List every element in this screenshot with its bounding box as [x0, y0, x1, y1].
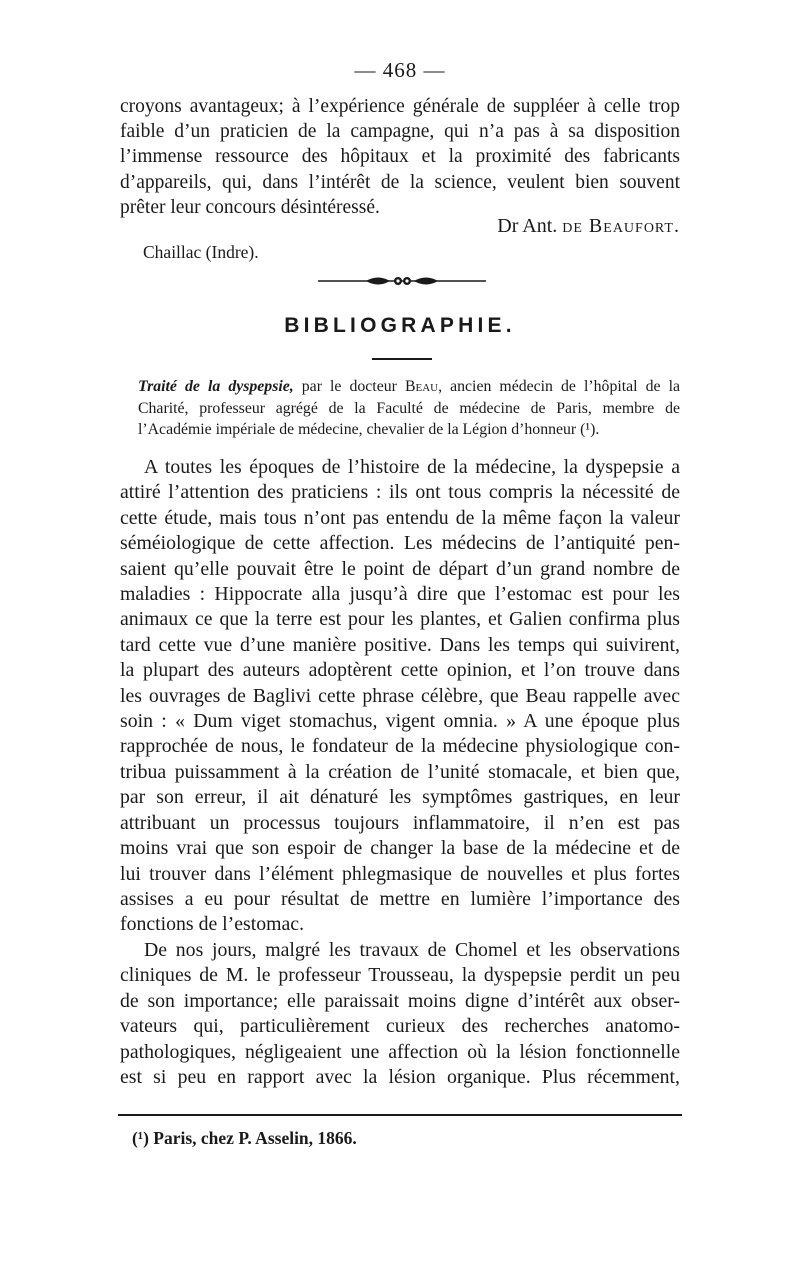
intro-line: d’appareils, qui, dans l’intérêt de la science, veulent bien souvent	[120, 171, 680, 193]
body-line: est si peu en rapport avec la lésion organique. Plus récemment,	[120, 1066, 680, 1089]
place-line: Chaillac (Indre).	[143, 242, 259, 262]
body-line: pathologiques, négligeaient une affection où la lésion fonctionnelle	[120, 1040, 680, 1063]
review-line: Charité, professeur agrégé de la Faculté de médecine de Paris, membre de	[138, 399, 680, 417]
review-line: l’Académie impériale de médecine, chevalier de la Légion d’honneur (¹).	[138, 421, 600, 438]
signature-name: de Beaufort.	[562, 215, 680, 237]
author-signature	[497, 215, 680, 238]
book-title: Traité de la dyspepsie,	[138, 378, 294, 395]
review-line	[138, 376, 680, 398]
intro-line: l’immense ressource des hôpitaux et la proximité des fabricants	[120, 146, 680, 168]
review-text: par le docteur	[293, 378, 405, 395]
body-line: moins vrai que son espoir de changer la base de la médecine et de	[120, 837, 680, 860]
body-paragraph-1	[120, 455, 680, 938]
body-line: cliniques de M. le professeur Trousseau, la dyspepsie perdit un peu	[120, 964, 680, 987]
body-line: fonctions de l’estomac.	[120, 913, 305, 936]
footnote-rule	[118, 1114, 682, 1116]
body-paragraph-2	[120, 938, 680, 1090]
intro-line: prêter leur concours désintéressé.	[120, 196, 380, 218]
body-line: A toutes les époques de l’histoire de la médecine, la dyspepsie a	[144, 456, 680, 478]
body-line: tard cette vue d’une manière positive. Dans les temps qui suivirent,	[120, 633, 680, 656]
body-line: lui trouver dans l’élément phlegmasique de nouvelles et plus fortes	[120, 862, 680, 885]
intro-line: faible d’un praticien de la campagne, qui n’a pas à sa disposition	[120, 121, 680, 143]
footnote: (¹) Paris, chez P. Asselin, 1866.	[132, 1128, 357, 1148]
body-line: vateurs qui, particulièrement curieux des recherches anatomo-	[120, 1015, 680, 1038]
body-line: De nos jours, malgré les travaux de Chomel et les observations	[144, 939, 680, 961]
ornament-divider-icon	[318, 274, 486, 288]
body-line: assises a eu pour résultat de mettre en lumière l’importance des	[120, 887, 680, 910]
signature-title: Dr Ant.	[497, 215, 558, 237]
body-line: maladies : Hippocrate alla jusqu’à dire que l’estomac est pour les	[120, 583, 680, 606]
title-rule	[372, 358, 432, 360]
body-line: soin : « Dum viget stomachus, vigent omnia. » A une époque plus	[120, 710, 680, 733]
body-line: animaux ce que la terre est pour les plantes, et Galien confirma plus	[120, 608, 680, 631]
body-line: cette étude, mais tous n’ont pas entendu de la même façon la valeur	[120, 506, 680, 529]
body-line: tribua puissamment à la création de l’unité stomacale, et bien que,	[120, 760, 680, 783]
body-line: par son erreur, il ait dénaturé les symptômes gastriques, en leur	[120, 786, 680, 809]
review-reference	[138, 376, 680, 441]
body-line: la plupart des auteurs adoptèrent cette opinion, et l’on trouve dans	[120, 659, 680, 682]
intro-line: croyons avantageux; à l’expérience générale de suppléer à celle trop	[120, 96, 680, 117]
body-line: les ouvrages de Baglivi cette phrase célèbre, que Beau rappelle avec	[120, 684, 680, 707]
body-line: de son importance; elle paraissait moins digne d’intérêt aux obser-	[120, 989, 680, 1012]
body-line: attribuant un processus toujours inflammatoire, il n’en est pas	[120, 811, 680, 834]
body-line: rapprochée de nous, le fondateur de la médecine physiologique con-	[120, 735, 680, 758]
section-title: BIBLIOGRAPHIE.	[284, 314, 516, 337]
body-line: saient qu’elle pouvait être le point de départ d’un grand nombre de	[120, 557, 680, 580]
body-line: attiré l’attention des praticiens : ils ont tous compris la nécessité de	[120, 481, 680, 504]
page-number: — 468 —	[354, 58, 446, 82]
intro-paragraph	[120, 94, 680, 220]
book-author: Beau	[404, 378, 439, 395]
review-text: , ancien médecin de l’hôpital de la	[438, 378, 680, 395]
body-line: séméiologique de cette affection. Les médecins de l’antiquité pen-	[120, 532, 680, 555]
